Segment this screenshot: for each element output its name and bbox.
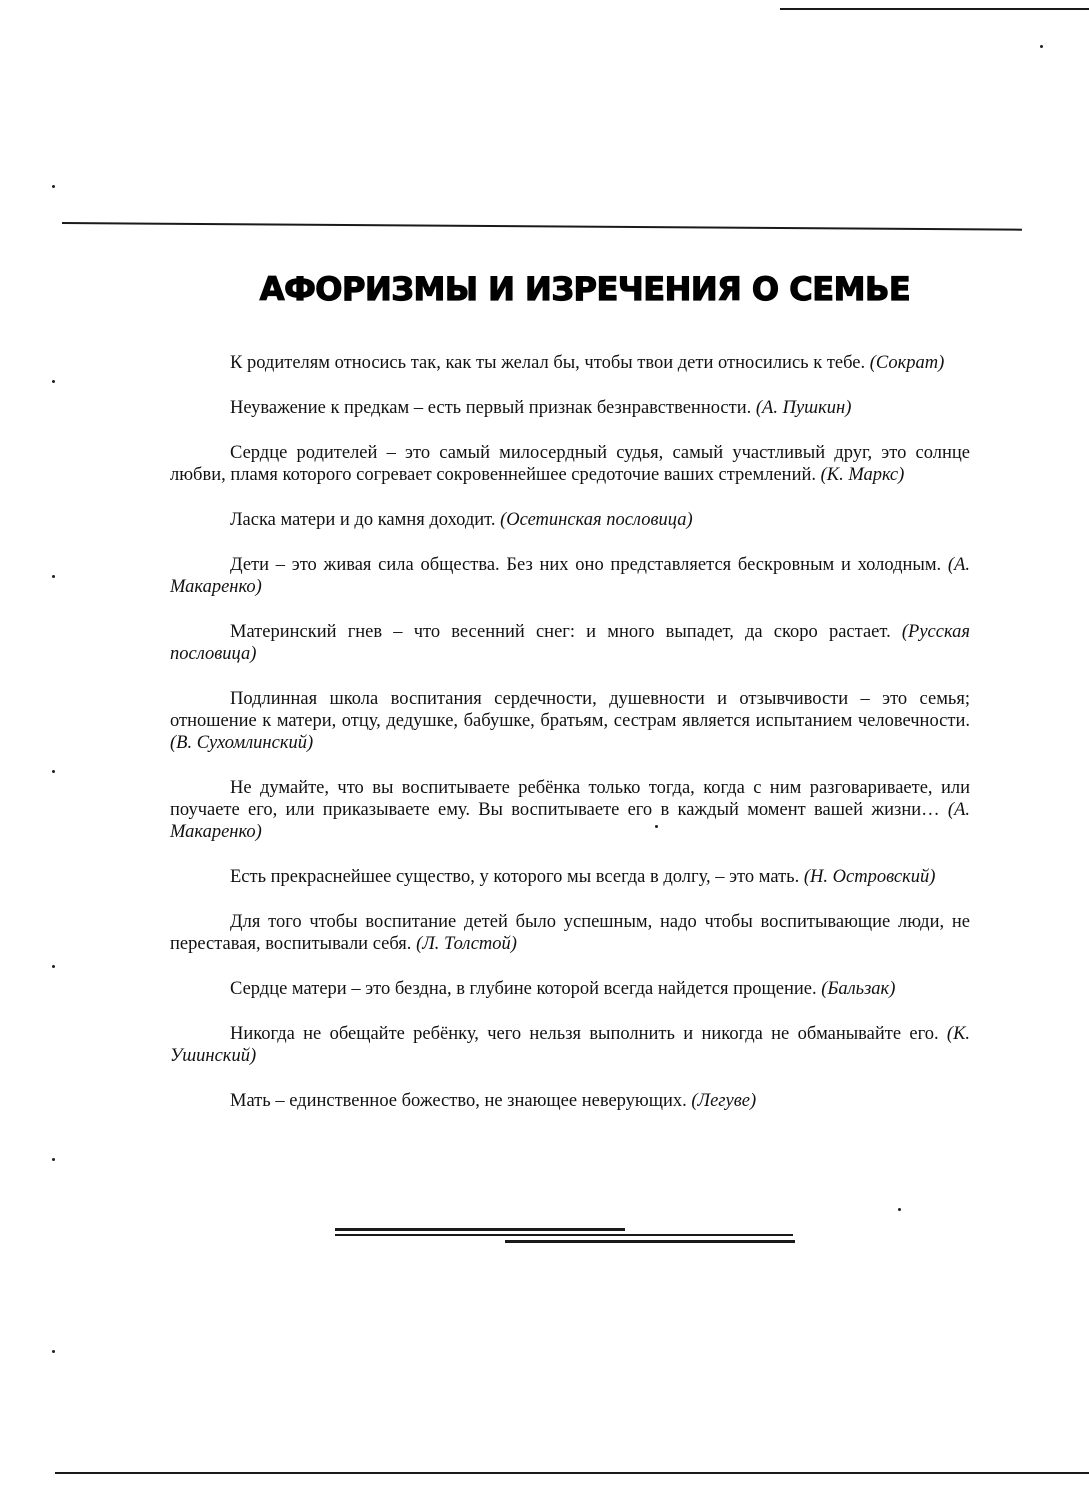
- quote-author: (Легуве): [691, 1091, 757, 1111]
- quote-item: [170, 1090, 970, 1112]
- bottom-edge-line: [55, 1472, 1089, 1474]
- quote-text: Мать – единственное божество, не знающее неверующих.: [230, 1091, 687, 1111]
- quote-item: [170, 1023, 970, 1067]
- quote-author: (А. Пушкин): [755, 398, 852, 418]
- quote-text: Никогда не обещайте ребёнку, чего нельзя выполнить и никогда не обманывайте его.: [230, 1024, 939, 1044]
- scan-speck: [52, 1350, 55, 1353]
- quote-author: (Л. Толстой): [416, 934, 517, 954]
- page-title: АФОРИЗМЫ И ИЗРЕЧЕНИЯ О СЕМЬЕ: [259, 270, 911, 308]
- quote-text: Подлинная школа воспитания сердечности, душевности и отзывчивости – это семья; отношение к матери, отцу, дедушке, бабушке, братьям, сестрам является испытанием человечности.: [170, 689, 970, 731]
- scan-speck: [52, 770, 55, 773]
- quote-author: (К. Ушинский): [170, 1024, 970, 1066]
- scan-speck: [52, 185, 55, 188]
- quote-author: (Осетинская пословица): [500, 510, 693, 530]
- quote-text: Для того чтобы воспитание детей было успешным, надо чтобы воспитывающие люди, не переставая, воспитывали себя.: [170, 912, 970, 954]
- quote-text: Неуважение к предкам – есть первый признак безнравственности.: [230, 398, 752, 418]
- scan-speck: [898, 1208, 901, 1211]
- quote-author: (К. Маркс): [820, 465, 905, 485]
- quote-author: (Н. Островский): [803, 867, 936, 887]
- quote-item: [170, 911, 970, 955]
- quote-text: К родителям относись так, как ты желал бы, чтобы твои дети относились к тебе.: [230, 353, 866, 373]
- footer-double-rule-mid: [335, 1234, 793, 1236]
- quote-author: (А. Макаренко): [170, 555, 971, 597]
- quote-text: Ласка матери и до камня доходит.: [230, 510, 496, 530]
- quote-item: [170, 866, 970, 888]
- quote-item: [170, 621, 970, 665]
- top-edge-line: [780, 8, 1089, 10]
- scan-speck: [52, 1158, 55, 1161]
- quote-text: Сердце родителей – это самый милосердный судья, самый участливый друг, это солнце любви, пламя которого согревает сокровеннейшее средоточие ваших стремлений.: [170, 443, 970, 485]
- quote-text: Сердце матери – это бездна, в глубине которой всегда найдется прощение.: [230, 979, 817, 999]
- quote-text: Есть прекраснейшее существо, у которого мы всегда в долгу, – это мать.: [230, 867, 800, 887]
- scan-speck: [52, 575, 55, 578]
- quote-text: Не думайте, что вы воспитываете ребёнка только тогда, когда с ним разговариваете, или поучаете его, или приказываете ему. Вы воспитываете его в каждый момент вашей жизни…: [170, 778, 970, 820]
- scan-speck: [52, 965, 55, 968]
- quote-author: (Сократ): [869, 353, 945, 373]
- quote-text: Дети – это живая сила общества. Без них оно представляется бескровным и холодным.: [230, 555, 942, 575]
- quote-item: [170, 688, 970, 754]
- footer-double-rule-bottom: [505, 1240, 795, 1243]
- quote-text: Материнский гнев – что весенний снег: и много выпадет, да скоро растает.: [230, 622, 891, 642]
- scan-speck: [1040, 45, 1043, 48]
- header-rule: [62, 222, 1022, 231]
- quote-item: [170, 978, 970, 1000]
- footer-double-rule-top: [335, 1228, 625, 1231]
- quote-item: [170, 442, 970, 486]
- quote-author: (Бальзак): [821, 979, 896, 999]
- quote-item: [170, 509, 970, 531]
- quote-item: [170, 352, 970, 374]
- quote-list: [170, 352, 970, 1135]
- quote-author: (Русская пословица): [170, 622, 971, 664]
- quote-item: [170, 397, 970, 419]
- quote-author: (А. Макаренко): [170, 800, 970, 842]
- quote-author: (В. Сухомлинский): [170, 733, 314, 753]
- scan-speck: [655, 825, 658, 828]
- scan-speck: [52, 380, 55, 383]
- quote-item: [170, 777, 970, 843]
- quote-item: [170, 554, 970, 598]
